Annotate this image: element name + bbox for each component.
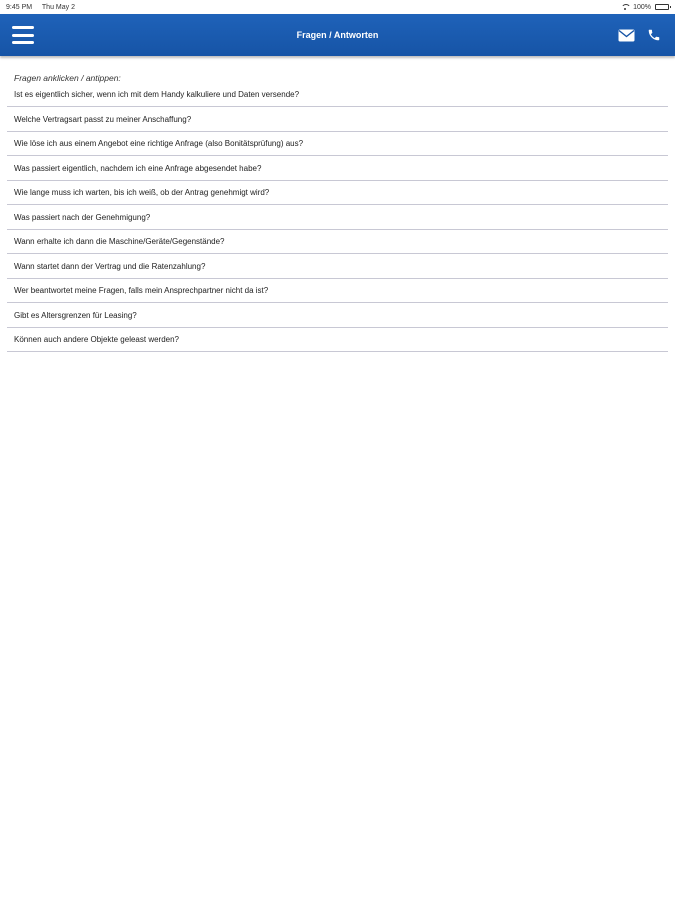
faq-item[interactable]: Wie löse ich aus einem Angebot eine richtige Anfrage (also Bonitätsprüfung) aus? xyxy=(7,132,668,157)
status-right xyxy=(621,4,669,11)
header-actions xyxy=(617,27,663,43)
status-left xyxy=(6,4,83,11)
faq-item[interactable]: Wer beantwortet meine Fragen, falls mein Ansprechpartner nicht da ist? xyxy=(7,279,668,304)
status-date: Thu May 2 xyxy=(41,3,75,11)
page-title: Fragen / Antworten xyxy=(296,30,379,40)
faq-item[interactable]: Was passiert nach der Genehmigung? xyxy=(7,205,668,230)
faq-item[interactable]: Können auch andere Objekte geleast werden? xyxy=(7,328,668,353)
faq-item[interactable]: Wann startet dann der Vertrag und die Ratenzahlung? xyxy=(7,254,668,279)
wifi-icon xyxy=(621,4,629,10)
faq-item[interactable]: Ist es eigentlich sicher, wenn ich mit dem Handy kalkuliere und Daten versende? xyxy=(7,88,668,107)
app-header xyxy=(0,14,675,56)
faq-item[interactable]: Wann erhalte ich dann die Maschine/Geräte/Gegenstände? xyxy=(7,230,668,255)
status-bar xyxy=(0,0,675,14)
faq-content xyxy=(0,56,675,352)
faq-list xyxy=(7,88,668,352)
mail-icon[interactable] xyxy=(617,27,635,43)
battery-icon xyxy=(655,4,669,10)
status-time: 9:45 PM xyxy=(6,3,33,11)
hamburger-menu-icon[interactable] xyxy=(12,26,34,44)
faq-item[interactable]: Welche Vertragsart passt zu meiner Anschaffung? xyxy=(7,107,668,132)
battery-percent: 100% xyxy=(633,3,651,11)
faq-item[interactable]: Gibt es Altersgrenzen für Leasing? xyxy=(7,303,668,328)
faq-item[interactable]: Wie lange muss ich warten, bis ich weiß, ob der Antrag genehmigt wird? xyxy=(7,181,668,206)
faq-item[interactable]: Was passiert eigentlich, nachdem ich eine Anfrage abgesendet habe? xyxy=(7,156,668,181)
phone-icon[interactable] xyxy=(645,27,663,43)
faq-intro: Fragen anklicken / antippen: xyxy=(14,73,121,83)
